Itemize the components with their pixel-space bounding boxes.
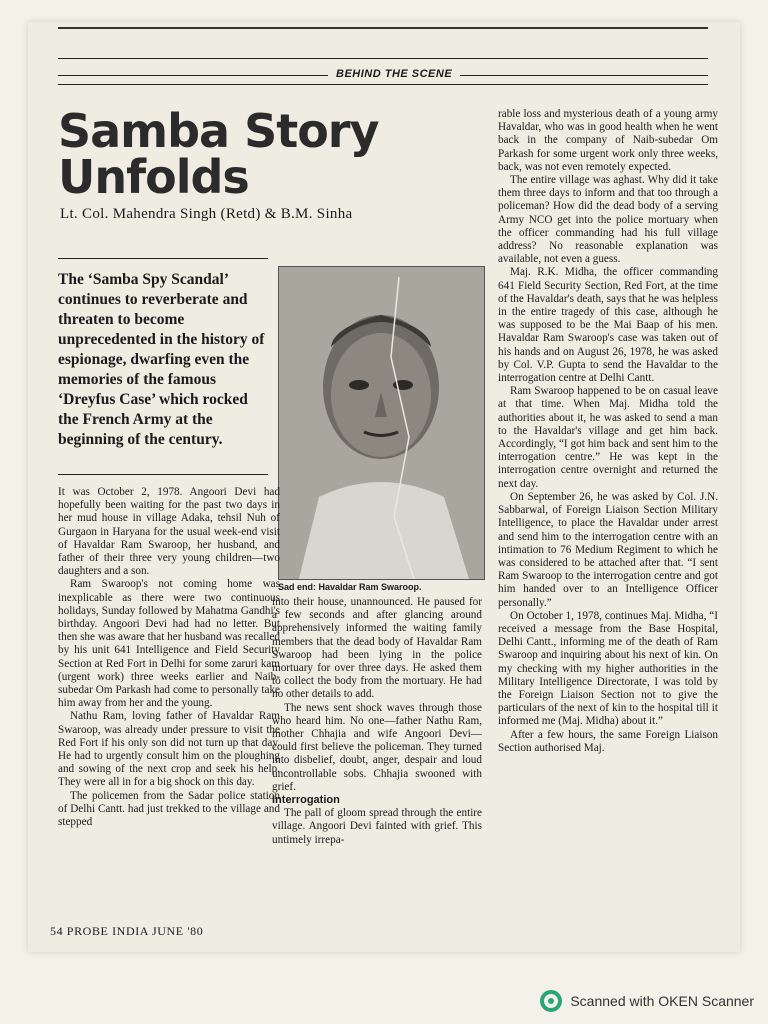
top-border (58, 27, 708, 29)
page-footer: 54 PROBE INDIA JUNE '80 (50, 924, 204, 938)
header-rule-top (58, 58, 708, 59)
title-line-2: Unfolds (58, 150, 249, 204)
paragraph: into their house, unannounced. He paused for a few seconds and after glancing around apprehensively informed the waiting family members that the dead body of Havaldar Ram Swaroop had been lying in the police mortuary for over three days. He asked them to collect the body from the mortuary. He had no other details to add. (272, 596, 482, 701)
paragraph: The entire village was aghast. Why did it take them three days to inform and that too through a policeman? How did the dead body of a serving Army NCO get into the police mortuary when the officer commanding had his full village address? No reasonable explanation was available, not even a guess. (498, 174, 718, 266)
paragraph: The news sent shock waves through those who heard him. No one—father Nathu Ram, mother Chhajia and wife Angoori Devi—could first believe the policeman. They turned into disbelief, doubt, anger, despair and loud uncontrollable sobs. Chhajia swooned with grief. (272, 701, 482, 793)
paragraph: Ram Swaroop's not coming home was inexplicable as there were two continuous holidays, Sunday followed by Mahatma Gandhi's birthday. Angoori Devi had had no letter. But then she was aware that her husband was recalled by his unit 641 Intelligence and Field Security Section at Red Fort in Delhi for some zaruri kam (urgent work) three weeks earlier and Naib-subedar Om Parkash had come to personally take him away from her and the young. (58, 578, 280, 710)
section-label: BEHIND THE SCENE (328, 68, 460, 80)
paragraph: After a few hours, the same Foreign Liaison Section authorised Maj. (498, 728, 718, 754)
deck-rule-top (58, 258, 268, 259)
article-title (58, 104, 478, 204)
paragraph: It was October 2, 1978. Angoori Devi had hopefully been waiting for the past two days in her mud house in village Adaka, tehsil Nuh of Gurgaon in Haryana for the usual week-end visit of Havaldar Ram Swaroop, her husband, and father of their three very young children—two daughters and a son. (58, 486, 280, 578)
photo-caption: Sad end: Havaldar Ram Swaroop. (278, 582, 422, 592)
paragraph: Maj. R.K. Midha, the officer commanding 641 Field Security Section, Red Fort, at the time of the Havaldar's death, says that he was helpless in the entire tragedy of this case, although he was supposed to be the Mai Baap of his men. Havaldar Ram Swaroop's case was taken out of his hands and on August 26, 1978, he was asked by Col. V.P. Gupta to send the Havaldar to the interrogation centre at Delhi Cantt. (498, 266, 718, 385)
article-column-2 (272, 596, 482, 847)
paragraph: Ram Swaroop happened to be on casual leave at that time. When Maj. Midha told the authorities about it, he was asked to send a man to the Havaldar's village and get him back. Accordingly, “I got him back and sent him to the interrogation centre.” He was kept in the interrogation centre overnight and returned the next day. (498, 385, 718, 490)
paragraph: rable loss and mysterious death of a young army Havaldar, who was in good health when he went back in the company of Naib-subedar Om Parkash for some urgent work only three weeks, back, was not even remotely expected. (498, 108, 718, 173)
scanner-text: Scanned with OKEN Scanner (570, 993, 754, 1009)
magazine-page (28, 22, 740, 952)
header-rule-bottom (58, 84, 708, 85)
byline: Lt. Col. Mahendra Singh (Retd) & B.M. Sinha (60, 206, 353, 222)
article-column-1 (58, 486, 280, 829)
paragraph: Nathu Ram, loving father of Havaldar Ram Swaroop, was already under pressure to visit the Red Fort if his only son did not turn up that day. He had to urgently consult him on the ploughing and sowing of the next crop and seek his help. They were all in for a big shock on this day. (58, 710, 280, 789)
portrait-illustration (279, 267, 484, 579)
paragraph: The pall of gloom spread through the entire village. Angoori Devi fainted with grief. This untimely irrepa- (272, 807, 482, 846)
paragraph: On October 1, 1978, continues Maj. Midha, “I received a message from the Base Hospital, Delhi Cantt., informing me of the death of Ram Swaroop and inquiring about his next of kin. On my checking with my higher authorities in the Military Intelligence Directorate, I was told by the Foreign Liaison Section not to give the particulars of the next of kin to the hospital till it informed me (Maj. Midha) about it.” (498, 609, 718, 728)
paragraph: The policemen from the Sadar police station of Delhi Cantt. had just trekked to the village and stepped (58, 789, 280, 829)
scanner-logo-icon (540, 990, 562, 1012)
subheading: Interrogation (272, 794, 340, 807)
portrait-photo (278, 266, 485, 580)
paragraph: On September 26, he was asked by Col. J.N. Sabbarwal, of Foreign Liaison Section Military Intelligence, to place the Havaldar under arrest and send him to the interrogation centre with an intimation to 76 Medium Regiment to which he was considered to be attached after that. “I sent Ram Swaroop to the interrogation centre and got him handed over to an Intelligence Officer personally.” (498, 490, 718, 609)
scanner-watermark (540, 990, 754, 1012)
article-column-3 (498, 108, 718, 755)
title-line-1: Samba Story (58, 104, 379, 158)
deck-text: The ‘Samba Spy Scandal’ continues to reverberate and threaten to become unprecedented in the history of espionage, dwarfing even the memories of the famous ‘Dreyfus Case’ which rocked the French Army at the beginning of the century. (58, 271, 265, 448)
deck-rule-bottom (58, 474, 268, 475)
